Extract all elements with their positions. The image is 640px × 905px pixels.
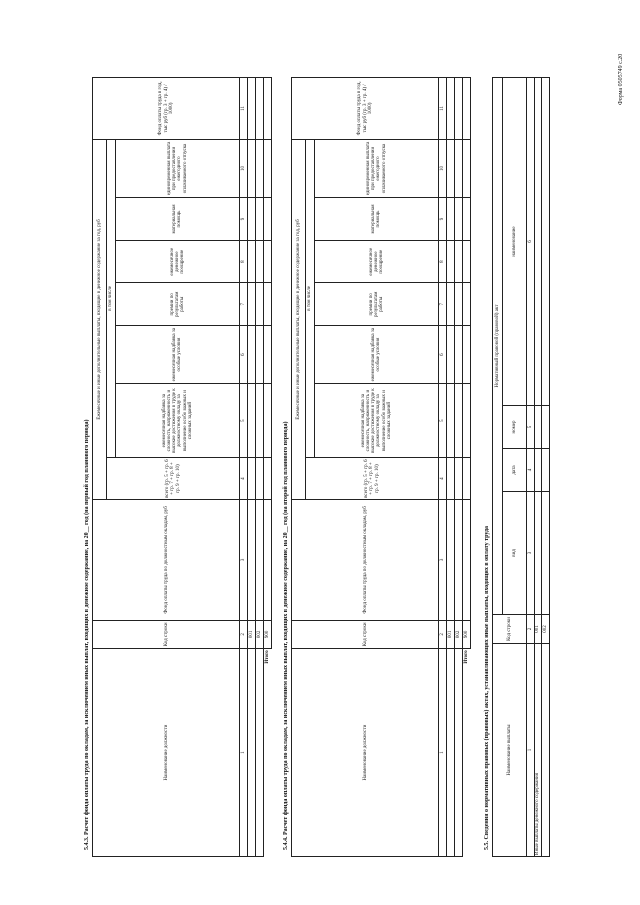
hdr-col6: ежемесячная надбавка за особые условия xyxy=(115,326,240,384)
row-code: 002 xyxy=(256,620,264,649)
colnum: 6 xyxy=(439,326,447,384)
table-55 xyxy=(492,77,550,857)
hdr-col7: премии по результатам работы xyxy=(115,283,240,326)
colnum: 5 xyxy=(526,406,534,449)
colnum: 5 xyxy=(439,384,447,458)
hdr-name: Наименование выплаты xyxy=(493,644,527,857)
row-name xyxy=(542,644,550,857)
row-code: 001 xyxy=(447,620,455,649)
table-row xyxy=(542,78,550,857)
hdr-name: Наименование должности xyxy=(93,649,240,857)
hdr-col10: единовременная выплата при предоставлении ежегодного оплачиваемого отпуска xyxy=(314,139,439,197)
colnum: 3 xyxy=(439,500,447,620)
row-code: 001 xyxy=(248,620,256,649)
hdr-col5: ежемесячная надбавка за сложность, напряженность и высокие достижения в труде к должностному окладу за выполнение особо важных и сложных заданий xyxy=(115,384,240,458)
table-row xyxy=(256,78,264,857)
hdr-group: Ежемесячные и иные дополнительные выплаты, входящие в денежное содержание за год, руб xyxy=(292,139,306,499)
row-code: 001 xyxy=(534,615,542,644)
row-name xyxy=(447,649,455,857)
hdr-col6: ежемесячная надбавка за особые условия xyxy=(314,326,439,384)
hdr-act: Нормативный правовой (правовой) акт xyxy=(493,78,503,615)
section-title-543: 5.4.3. Расчет фонда оплаты труда по окладам, за исключением иных выплат, входящих в денежное содержание, на 20__ год (на первый год планового периода) xyxy=(84,419,90,850)
colnum: 4 xyxy=(439,458,447,500)
hdr-col8: ежемесячное денежное поощрение xyxy=(115,240,240,283)
hdr-including: в том числе xyxy=(106,139,115,457)
colnum: 6 xyxy=(240,326,248,384)
hdr-col11: Фонд оплаты труда в год, тыс руб (гр. 3 + гр. 4) / 1000) xyxy=(93,78,240,140)
hdr-fund: Фонд оплаты труда по должностным окладам, руб xyxy=(292,500,439,620)
section-title-55: 5.5. Сведения о нормативных правовых (правовых) актах, устанавливающих иные выплаты, входящих в оплату труда xyxy=(484,525,490,850)
hdr-title: наименование xyxy=(502,78,526,406)
hdr-col9: материальная помощь xyxy=(314,198,439,241)
colnum: 9 xyxy=(439,198,447,241)
hdr-including: в том числе xyxy=(305,139,314,457)
colnum: 11 xyxy=(240,78,248,140)
colnum: 3 xyxy=(526,492,534,615)
total-row xyxy=(264,78,272,857)
table-row xyxy=(447,78,455,857)
colnum: 3 xyxy=(240,500,248,620)
hdr-col11: Фонд оплаты труда в год, тыс руб (гр. 3 + гр. 4) / 1000) xyxy=(292,78,439,140)
colnum: 7 xyxy=(439,283,447,326)
colnum: 6 xyxy=(526,78,534,406)
colnum: 10 xyxy=(240,139,248,197)
colnum: 8 xyxy=(439,240,447,283)
colnum: 1 xyxy=(240,649,248,857)
colnum: 8 xyxy=(240,240,248,283)
total-code: 900 xyxy=(463,620,471,649)
colnum: 5 xyxy=(240,384,248,458)
hdr-col10: единовременная выплата при предоставлении ежегодного оплачиваемого отпуска xyxy=(115,139,240,197)
total-row xyxy=(463,78,471,857)
hdr-code: Код строки xyxy=(93,620,240,649)
colnum: 4 xyxy=(240,458,248,500)
hdr-col7: премии по результатам работы xyxy=(314,283,439,326)
colnum: 2 xyxy=(439,620,447,649)
hdr-date: дата xyxy=(502,449,526,492)
hdr-total: всего (гр. 5 + гр. 6 + гр. 7 + гр. 8 + гр. 9 + гр. 10) xyxy=(305,458,439,500)
colnum: 10 xyxy=(439,139,447,197)
row-name xyxy=(248,649,256,857)
row-name: Иные выплаты денежного содержания xyxy=(534,644,542,857)
hdr-type: вид xyxy=(502,492,526,615)
row-code: 002 xyxy=(542,615,550,644)
hdr-name: Наименование должности xyxy=(292,649,439,857)
row-code: 002 xyxy=(455,620,463,649)
colnum: 1 xyxy=(439,649,447,857)
hdr-fund: Фонд оплаты труда по должностным окладам, руб xyxy=(93,500,240,620)
total-label: Итого xyxy=(265,650,271,664)
hdr-total: всего (гр. 5 + гр. 6 + гр. 7 + гр. 8 + гр. 9 + гр. 10) xyxy=(106,458,240,500)
hdr-col8: ежемесячное денежное поощрение xyxy=(314,240,439,283)
colnum: 11 xyxy=(439,78,447,140)
colnum: 1 xyxy=(526,644,534,857)
section-title-544: 5.4.4. Расчет фонда оплаты труда по окладам, за исключением иных выплат, входящих в денежное содержание, на 20__ год (на второй год планового периода) xyxy=(283,421,289,850)
table-row xyxy=(455,78,463,857)
table-544 xyxy=(291,77,471,857)
colnum: 2 xyxy=(240,620,248,649)
total-code: 900 xyxy=(264,620,272,649)
hdr-code: Код строки xyxy=(493,615,527,644)
colnum: 4 xyxy=(526,449,534,492)
row-name xyxy=(256,649,264,857)
colnum: 7 xyxy=(240,283,248,326)
hdr-group: Ежемесячные и иные дополнительные выплаты, входящие в денежное содержание за год, руб xyxy=(93,139,107,499)
table-543 xyxy=(92,77,272,857)
row-name xyxy=(455,649,463,857)
hdr-code: Код строки xyxy=(292,620,439,649)
colnum: 2 xyxy=(526,615,534,644)
hdr-number: номер xyxy=(502,406,526,449)
form-code: Форма 0505749 с.20 xyxy=(618,53,624,105)
colnum: 9 xyxy=(240,198,248,241)
hdr-col9: материальная помощь xyxy=(115,198,240,241)
table-row xyxy=(248,78,256,857)
table-row xyxy=(534,78,542,857)
hdr-col5: ежемесячная надбавка за сложность, напряженность и высокие достижения в труде к должностному окладу за выполнение особо важных и сложных заданий xyxy=(314,384,439,458)
total-label: Итого xyxy=(464,650,470,664)
